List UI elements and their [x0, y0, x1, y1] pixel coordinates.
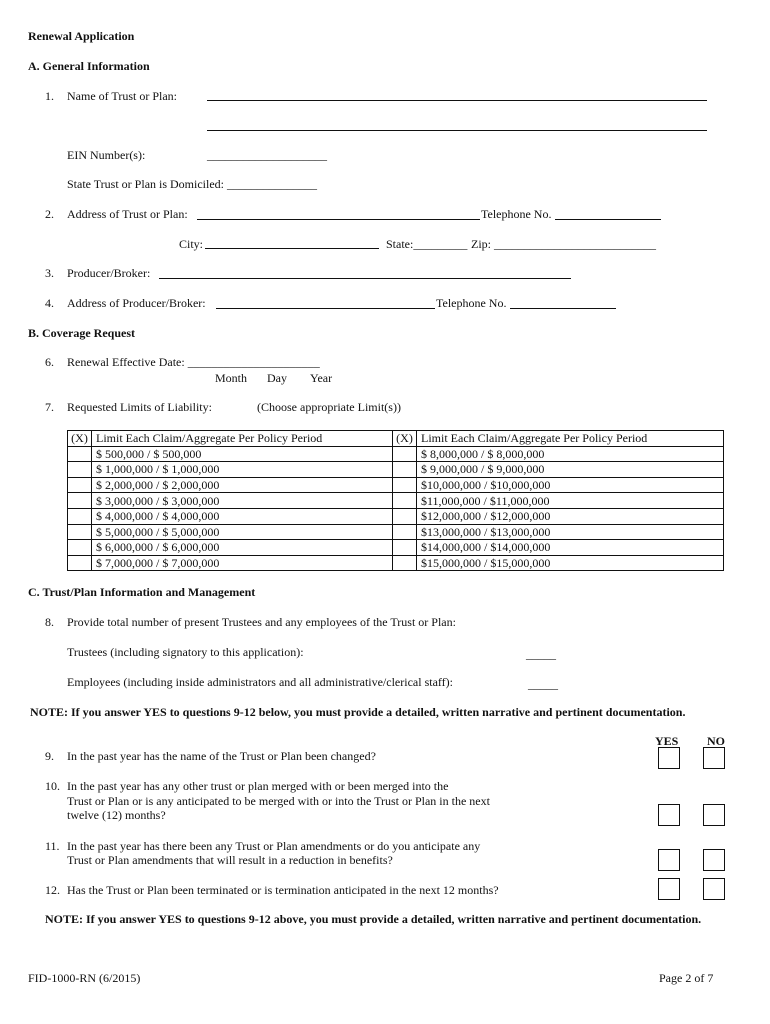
limit-select-cell[interactable]: [68, 508, 92, 524]
q3-label: Producer/Broker:: [67, 266, 151, 280]
ein-label: EIN Number(s):: [67, 148, 146, 162]
limit-select-cell[interactable]: [68, 446, 92, 462]
limit-select-cell[interactable]: [68, 477, 92, 493]
limit-select-cell[interactable]: [393, 446, 417, 462]
q11-text-line1: In the past year has there been any Trust or Plan amendments or do you anticipate any: [67, 839, 481, 853]
limit-value: $ 3,000,000 / $ 3,000,000: [92, 493, 393, 509]
state-field[interactable]: State:_________: [386, 237, 468, 251]
section-a-heading: A. General Information: [28, 59, 150, 73]
employees-label: Employees (including inside administrators and all administrative/clerical staff):: [67, 675, 454, 689]
q11-no-checkbox[interactable]: [703, 849, 725, 871]
page-title: Renewal Application: [28, 29, 135, 43]
q10-yes-checkbox[interactable]: [658, 804, 680, 826]
ein-field[interactable]: ____________________: [207, 148, 327, 162]
section-b-heading: B. Coverage Request: [28, 326, 135, 340]
q1-number: 1.: [45, 89, 54, 103]
limit-select-cell[interactable]: [68, 555, 92, 571]
q2-number: 2.: [45, 207, 54, 221]
limit-value: $14,000,000 / $14,000,000: [417, 540, 724, 556]
limit-select-cell[interactable]: [68, 462, 92, 478]
q7-label: Requested Limits of Liability:: [67, 400, 212, 414]
q6-number: 6.: [45, 355, 54, 369]
limit-select-cell[interactable]: [393, 555, 417, 571]
q10-text-line2: Trust or Plan or is any anticipated to be merged with or into the Trust or Plan in the next: [67, 794, 490, 808]
q12-text: Has the Trust or Plan been terminated or is termination anticipated in the next 12 months?: [67, 883, 499, 897]
limit-select-cell[interactable]: [393, 477, 417, 493]
trustees-label: Trustees (including signatory to this application):: [67, 645, 304, 659]
table-row: [68, 446, 724, 462]
limit-value: $10,000,000 / $10,000,000: [417, 477, 724, 493]
table-row: [68, 540, 724, 556]
note-top: NOTE: If you answer YES to questions 9-12 below, you must provide a detailed, written narrative and pertinent documentation.: [30, 705, 686, 719]
limit-select-cell[interactable]: [68, 493, 92, 509]
q7-hint: (Choose appropriate Limit(s)): [257, 400, 401, 414]
limit-value: $ 9,000,000 / $ 9,000,000: [417, 462, 724, 478]
q11-yes-checkbox[interactable]: [658, 849, 680, 871]
zip-field[interactable]: Zip: ___________________________: [471, 237, 656, 251]
employees-count-field[interactable]: _____: [528, 677, 558, 691]
q2-label: Address of Trust or Plan:: [67, 207, 188, 221]
q9-number: 9.: [45, 749, 54, 763]
producer-telephone-field[interactable]: [510, 308, 616, 309]
year-label: Year: [310, 371, 333, 385]
q9-no-checkbox[interactable]: [703, 747, 725, 769]
q12-yes-checkbox[interactable]: [658, 878, 680, 900]
limit-value: $ 1,000,000 / $ 1,000,000: [92, 462, 393, 478]
q12-number: 12.: [45, 883, 60, 897]
limit-value: $ 5,000,000 / $ 5,000,000: [92, 524, 393, 540]
table-row: [68, 555, 724, 571]
limit-select-cell[interactable]: [393, 540, 417, 556]
limit-select-cell[interactable]: [393, 508, 417, 524]
q11-number: 11.: [45, 839, 60, 853]
table-row: [68, 477, 724, 493]
producer-broker-field[interactable]: [159, 278, 571, 279]
day-label: Day: [267, 371, 287, 385]
q8-number: 8.: [45, 615, 54, 629]
x-column-header: (X): [393, 431, 417, 447]
limit-value: $ 8,000,000 / $ 8,000,000: [417, 446, 724, 462]
limit-value: $11,000,000 / $11,000,000: [417, 493, 724, 509]
q8-label: Provide total number of present Trustees and any employees of the Trust or Plan:: [67, 615, 456, 629]
limit-column-header: Limit Each Claim/Aggregate Per Policy Period: [92, 431, 393, 447]
trust-name-field-line2[interactable]: [207, 130, 707, 131]
note-bottom: NOTE: If you answer YES to questions 9-12 above, you must provide a detailed, written narrative and pertinent documentation.: [45, 912, 702, 926]
section-c-heading: C. Trust/Plan Information and Management: [28, 585, 256, 599]
q10-number: 10.: [45, 779, 60, 793]
limit-value: $ 6,000,000 / $ 6,000,000: [92, 540, 393, 556]
table-header-row: [68, 431, 724, 447]
q1-label: Name of Trust or Plan:: [67, 89, 178, 103]
form-number: FID-1000-RN (6/2015): [28, 971, 141, 985]
q10-text-line1: In the past year has any other trust or plan merged with or been merged into the: [67, 779, 449, 793]
month-label: Month: [215, 371, 248, 385]
limits-table: [67, 430, 724, 571]
trust-address-field[interactable]: [197, 219, 480, 220]
producer-address-field[interactable]: [216, 308, 435, 309]
q2-telephone-label: Telephone No.: [481, 207, 552, 221]
q10-text-line3: twelve (12) months?: [67, 808, 166, 822]
renewal-date-field[interactable]: Renewal Effective Date: ______________________: [67, 355, 320, 369]
limit-select-cell[interactable]: [68, 524, 92, 540]
q9-text: In the past year has the name of the Trust or Plan been changed?: [67, 749, 376, 763]
limit-column-header: Limit Each Claim/Aggregate Per Policy Period: [417, 431, 724, 447]
table-row: [68, 493, 724, 509]
q4-label: Address of Producer/Broker:: [67, 296, 206, 310]
q10-no-checkbox[interactable]: [703, 804, 725, 826]
page-number: Page 2 of 7: [659, 971, 714, 985]
limit-select-cell[interactable]: [393, 524, 417, 540]
limit-value: $ 500,000 / $ 500,000: [92, 446, 393, 462]
table-row: [68, 524, 724, 540]
limit-value: $ 4,000,000 / $ 4,000,000: [92, 508, 393, 524]
q12-no-checkbox[interactable]: [703, 878, 725, 900]
x-column-header: (X): [68, 431, 92, 447]
limit-select-cell[interactable]: [68, 540, 92, 556]
q4-telephone-label: Telephone No.: [436, 296, 507, 310]
limit-value: $ 7,000,000 / $ 7,000,000: [92, 555, 393, 571]
limit-value: $15,000,000 / $15,000,000: [417, 555, 724, 571]
limit-value: $12,000,000 / $12,000,000: [417, 508, 724, 524]
state-domiciled-field[interactable]: State Trust or Plan is Domiciled: _______________: [67, 177, 318, 191]
limit-value: $13,000,000 / $13,000,000: [417, 524, 724, 540]
trustees-count-field[interactable]: _____: [526, 647, 556, 661]
q11-text-line2: Trust or Plan amendments that will result in a reduction in benefits?: [67, 853, 393, 867]
trust-telephone-field[interactable]: [555, 219, 661, 220]
trust-name-field-line1[interactable]: [207, 100, 707, 101]
yes-column-label: YES: [655, 734, 679, 748]
q4-number: 4.: [45, 296, 54, 310]
limit-select-cell[interactable]: [393, 462, 417, 478]
q7-number: 7.: [45, 400, 54, 414]
limit-value: $ 2,000,000 / $ 2,000,000: [92, 477, 393, 493]
no-column-label: NO: [707, 734, 725, 748]
table-row: [68, 462, 724, 478]
q3-number: 3.: [45, 266, 54, 280]
table-row: [68, 508, 724, 524]
limit-select-cell[interactable]: [393, 493, 417, 509]
q9-yes-checkbox[interactable]: [658, 747, 680, 769]
city-label: City:: [179, 237, 204, 251]
city-field[interactable]: [205, 248, 379, 249]
